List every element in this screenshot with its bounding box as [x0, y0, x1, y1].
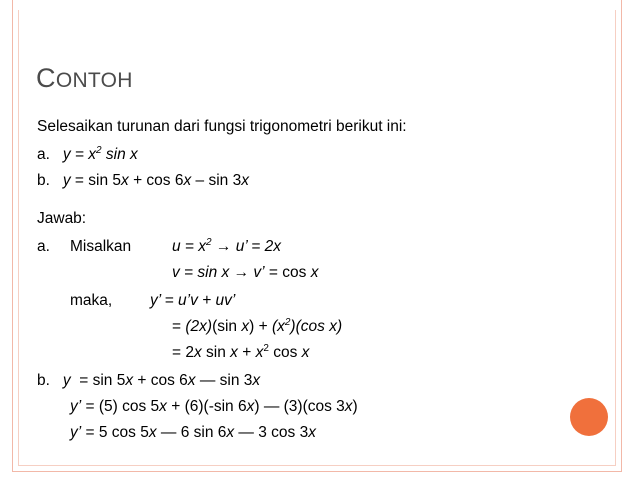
slide-title: CONTOH	[36, 63, 133, 93]
answer-a-step1: = (2x)(sin $x) + (x^2)(\cos$ x)	[172, 317, 343, 335]
frame-top-decoration	[12, 0, 622, 10]
answer-a-v-line: v = sin x → v’ = cos x	[172, 264, 319, 281]
answer-a-label: a.	[37, 238, 50, 255]
answer-a-step2: = 2x $\sin x + x^2$ cos x	[172, 343, 310, 361]
answer-a-u-line: $u = x^2 \to u$’ = 2x	[172, 237, 281, 255]
answer-a-product-rule: y’ = u’v + uv’	[150, 292, 236, 309]
answer-b-line3: y’ = 5 cos 5x — 6 sin 6x — 3 cos 3x	[70, 424, 316, 441]
intro-text: Selesaikan turunan dari fungsi trigonometri berikut ini:	[37, 118, 407, 135]
answer-a-misalkan: Misalkan	[70, 238, 132, 255]
answer-b-line2: y’ = (5) cos 5x + (6)(-sin 6x) — (3)(cos 3x)	[70, 398, 358, 415]
problem-a: a. $y = x^2$ sin x	[37, 145, 138, 163]
orange-circle-decoration	[570, 398, 608, 436]
answer-heading: Jawab:	[37, 210, 87, 227]
answer-a-maka: maka,	[70, 292, 113, 309]
problem-b: b. y = sin 5x + cos 6x – sin 3x	[37, 172, 249, 189]
answer-b-line1: b. y = sin 5x + cos 6x — sin 3x	[37, 372, 261, 389]
